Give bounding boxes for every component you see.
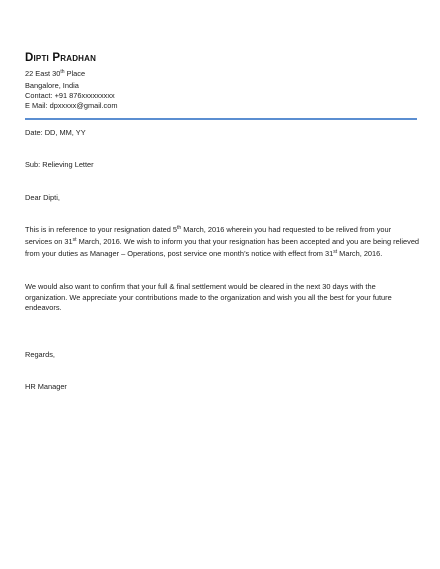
closing: Regards,: [25, 350, 55, 359]
salutation: Dear Dipti,: [25, 193, 60, 202]
body-para2-line2: organization. We appreciate your contributions made to the organization and wish you all the best for your future: [25, 293, 392, 302]
header-divider: [25, 118, 417, 120]
date-line: Date: DD, MM, YY: [25, 128, 86, 137]
subject-line: Sub: Relieving Letter: [25, 160, 94, 169]
body-para1-line1: This is in reference to your resignation dated 5th March, 2016 wherein you had requested to be relived from your: [25, 225, 392, 234]
sender-address-line1: 22 East 30th Place: [25, 69, 86, 78]
sender-address-line2: Bangalore, India: [25, 81, 79, 90]
sender-contact: Contact: +91 876xxxxxxxxx: [25, 91, 115, 100]
body-para2-line1: We would also want to confirm that your full & final settlement would be cleared in the next 30 days with the: [25, 282, 376, 291]
sender-email: E Mail: dpxxxxx@gmail.com: [25, 101, 118, 110]
signatory: HR Manager: [25, 382, 67, 391]
body-para1-line3: from your duties as Manager – Operations, post service one month’s notice with effect from 31st March, 2016.: [25, 249, 383, 258]
body-para1-line2: services on 31st March, 2016. We wish to inform you that your resignation has been accepted and you are being relieved: [25, 237, 420, 246]
body-para2-line3: endeavors.: [25, 303, 62, 312]
sender-name: Dipti Pradhan: [25, 52, 97, 64]
